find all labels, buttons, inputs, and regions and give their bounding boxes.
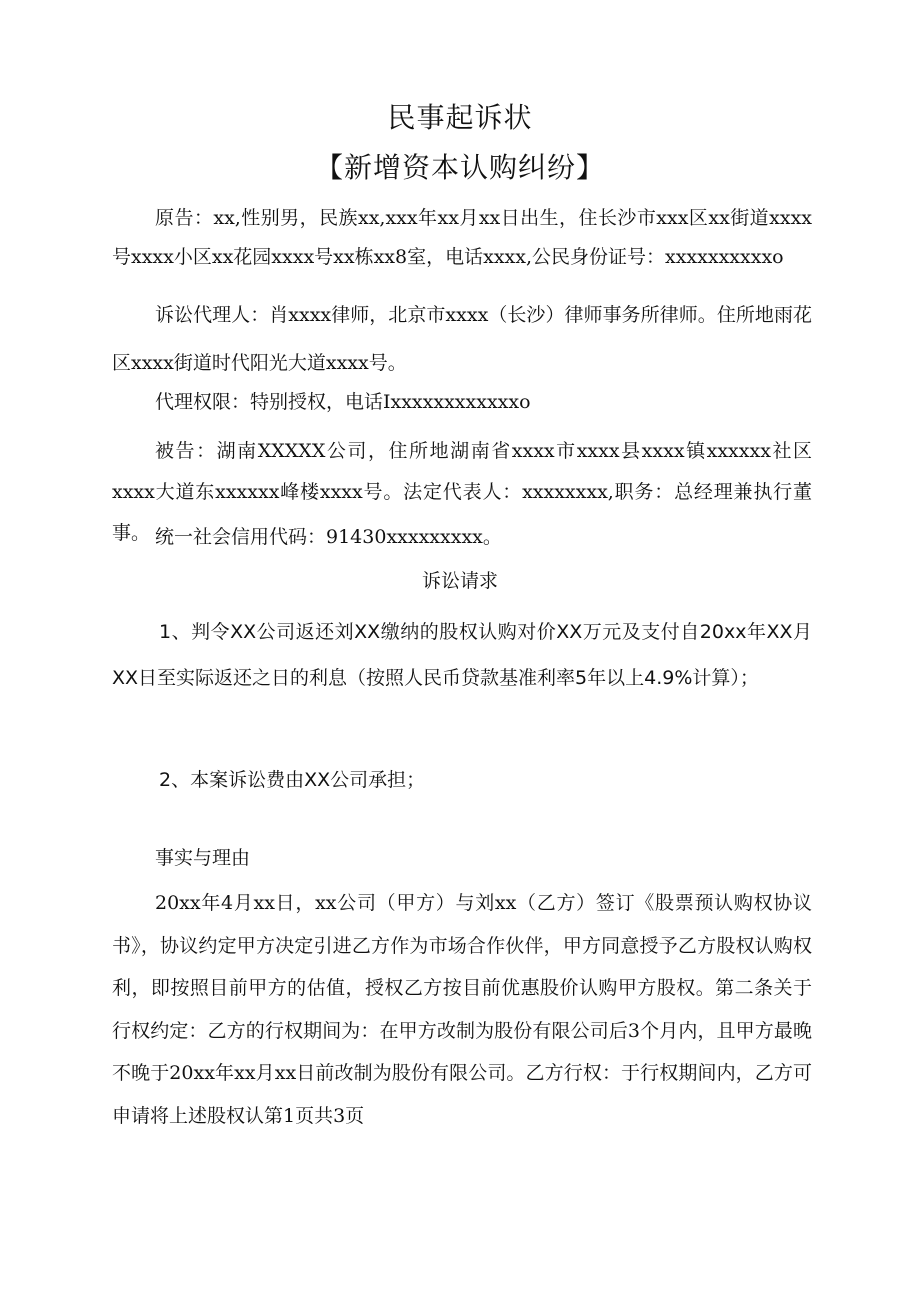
facts-paragraph: 20xx年4月xx日，xx公司（甲方）与刘xx（乙方）签订《股票预认购权协议书》，协议约定甲方决定引进乙方作为市场合作伙伴，甲方同意授予乙方股权认购权利，即按照目前甲方的估值，授权乙方按目前优惠股价认购甲方股权。第二条关于行权约定：乙方的行权期间为：在甲方改制为股份有限公司后3个月内，且甲方最晚不晚于20xx年xx月xx日前改制为股份有限公司。乙方行权：于行权期间内，乙方可申请将上述股权认第1页共3页 [112, 892, 812, 1127]
document-subtitle: 【新增资本认购纠纷】 [314, 151, 605, 184]
claim-item-2: 2、本案诉讼费由XX公司承担； [159, 769, 426, 791]
claims-heading: 诉讼请求 [421, 570, 498, 592]
authority-paragraph: 代理权限：特别授权，电话Ixxxxxxxxxxxxo [155, 391, 531, 413]
facts-heading: 事实与理由 [155, 847, 251, 869]
document-title: 民事起诉状 [387, 101, 533, 134]
claim-item-1: 1、判令XX公司返还刘XX缴纳的股权认购对价XX万元及支付自20xx年XX月XX日至实际返还之日的利息（按照人民币贷款基准利率5年以上4.9%计算）； [112, 621, 812, 689]
credit-code-paragraph: 统一社会信用代码：91430xxxxxxxxx。 [155, 526, 502, 548]
plaintiff-paragraph: 原告：xx,性别男，民族xx,xxx年xx月xx日出生，住长沙市xxx区xx街道xxxx号xxxx小区xx花园xxxx号xx栋xx8室，电话xxxx,公民身份证号：xxxxxxxxxxo [112, 207, 812, 268]
agent-paragraph: 诉讼代理人：肖xxxx律师，北京市xxxx（长沙）律师事务所律师。住所地雨花区xxxx街道时代阳光大道xxxx号。 [112, 304, 812, 374]
defendant-paragraph: 被告：湖南XXXXX公司，住所地湖南省xxxx市xxxx县xxxx镇xxxxxx社区xxxx大道东xxxxxx峰楼xxxx号。法定代表人：xxxxxxxx,职务：总经理兼执行董事。 [112, 440, 812, 544]
